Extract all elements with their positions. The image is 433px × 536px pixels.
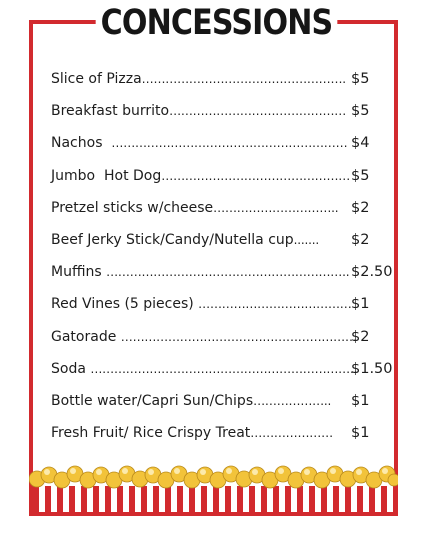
- sign-title-text: CONCESSIONS: [95, 3, 337, 43]
- item-price: $5: [351, 103, 370, 120]
- leader-dots: .......: [293, 232, 319, 247]
- menu-item-hot-dog: [51, 168, 391, 200]
- leader-dots: …………………………………………….: [141, 72, 346, 86]
- item-price: $5: [351, 167, 370, 184]
- sign-title: [30, 3, 402, 43]
- item-price: $1: [351, 296, 370, 313]
- leader-dots: ……………………………………………………..: [106, 265, 350, 280]
- leader-dots: …………………………………………………………..: [90, 361, 358, 376]
- menu-item-soda: [51, 361, 391, 393]
- popcorn-border-icon: [29, 461, 398, 493]
- item-name: Bottle water/Capri Sun/Chips: [51, 392, 254, 409]
- item-name: Muffins: [51, 264, 107, 281]
- menu-item-jerky-candy: [51, 232, 391, 264]
- menu-item-gatorade: [51, 329, 391, 361]
- item-price: $4: [351, 135, 370, 152]
- item-name: Gatorade: [51, 328, 121, 345]
- item-name: Fresh Fruit/ Rice Crispy Treat: [51, 425, 251, 442]
- item-name: Pretzel sticks w/cheese: [51, 199, 214, 216]
- item-price: $2: [351, 231, 370, 248]
- menu-item-pizza: [51, 71, 391, 103]
- leader-dots: …………………: [250, 426, 333, 441]
- item-name: Breakfast burrito: [51, 103, 170, 120]
- leader-dots: ………………..: [253, 393, 332, 408]
- leader-dots: …………………………………: [198, 297, 352, 312]
- item-price: $1.50: [351, 360, 393, 377]
- item-name: Nachos: [51, 135, 112, 152]
- item-price: $2: [351, 199, 370, 216]
- item-price: $1: [351, 392, 370, 409]
- item-price: $2: [351, 328, 370, 345]
- menu-list: [51, 71, 391, 457]
- menu-item-nachos: [51, 135, 391, 167]
- item-name: Red Vines (5 pieces): [51, 296, 199, 313]
- leader-dots: …………………………………………: [161, 168, 351, 183]
- menu-item-red-vines: [51, 296, 391, 328]
- leader-dots: …………………………..: [213, 200, 339, 215]
- leader-dots: ……………………………………………………: [120, 329, 357, 344]
- menu-item-water-chips: [51, 393, 391, 425]
- item-name: Soda: [51, 360, 91, 377]
- menu-item-muffins: [51, 264, 391, 296]
- item-name: Beef Jerky Stick/Candy/Nutella cup: [51, 231, 294, 248]
- leader-dots: ……………………………………………………: [111, 136, 348, 151]
- leader-dots: ………………………………………: [169, 104, 347, 119]
- menu-item-pretzel: [51, 200, 391, 232]
- item-name: Slice of Pizza: [51, 71, 142, 87]
- menu-item-breakfast-burrito: [51, 103, 391, 135]
- menu-item-fruit-treat: [51, 425, 391, 457]
- item-name: Jumbo Hot Dog: [51, 167, 162, 184]
- item-price: $1: [351, 425, 370, 442]
- item-price: $2.50: [351, 264, 393, 281]
- item-price: $5: [351, 71, 370, 87]
